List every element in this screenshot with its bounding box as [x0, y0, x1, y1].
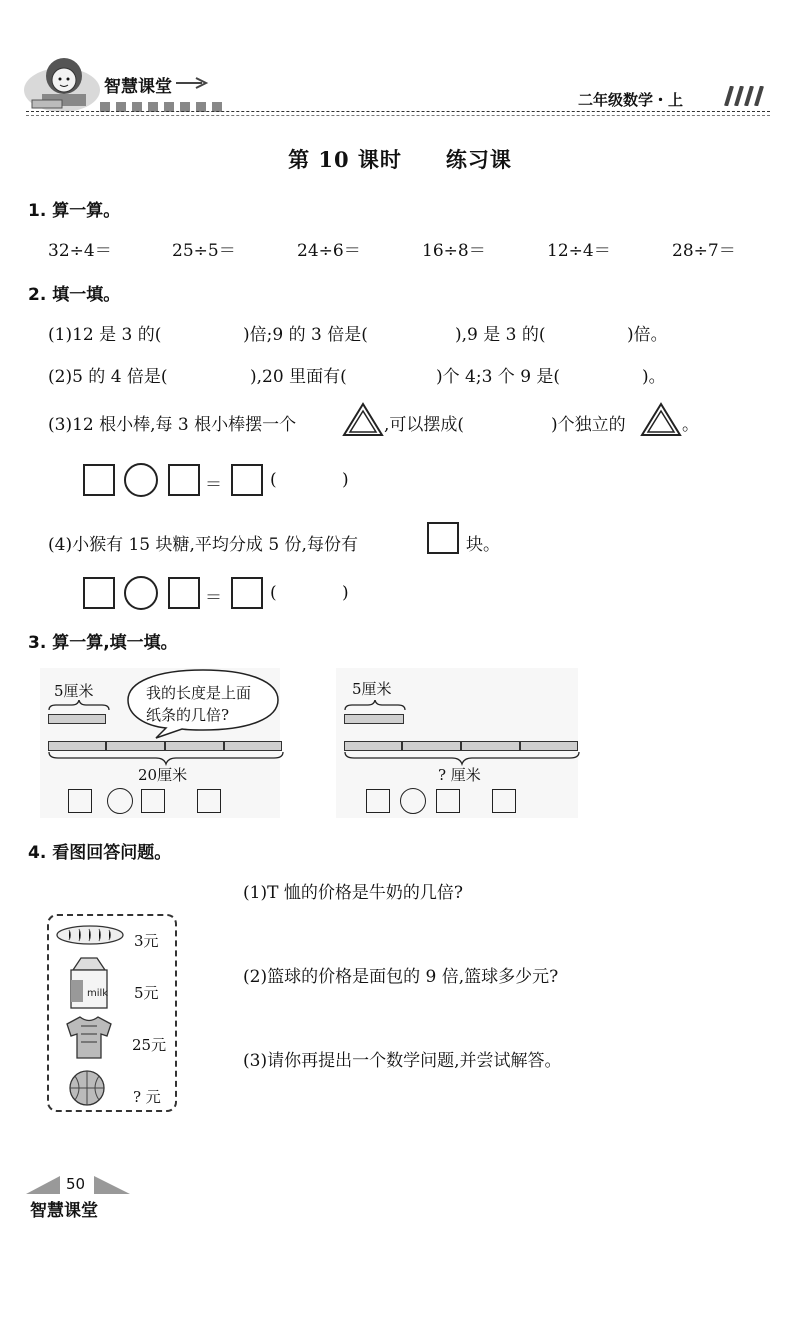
- answer-box[interactable]: [168, 577, 200, 609]
- operator-circle[interactable]: [400, 788, 426, 814]
- text: (4)小猴有 15 块糖,平均分成 5 份,每份有: [48, 535, 358, 555]
- calc-item: 32÷4＝: [48, 241, 112, 261]
- header-brand: 智慧课堂: [104, 77, 172, 97]
- strip-diagram-left: [40, 668, 280, 818]
- short-strip: [344, 714, 404, 724]
- answer-box[interactable]: [231, 464, 263, 496]
- slash-decoration-icon: [718, 86, 768, 106]
- answer-box[interactable]: [427, 522, 459, 554]
- short-strip: [48, 714, 106, 724]
- mascot-girl-icon: [22, 50, 102, 112]
- price-label: ? 元: [133, 1088, 161, 1106]
- answer-box[interactable]: [168, 464, 200, 496]
- section1-heading: 1. 算一算。: [28, 201, 121, 221]
- operator-circle[interactable]: [124, 576, 158, 610]
- equals-sign: ＝: [205, 475, 222, 495]
- price-label: 25元: [132, 1036, 167, 1054]
- bubble-text: 纸条的几倍?: [146, 706, 230, 724]
- header-rule: [26, 111, 770, 112]
- section2-heading: 2. 填一填。: [28, 285, 121, 305]
- answer-box[interactable]: [83, 464, 115, 496]
- arrow-icon: [176, 76, 212, 90]
- equals-sign: ＝: [205, 588, 222, 608]
- header-rule-2: [26, 115, 770, 116]
- text: ),20 里面有(: [250, 367, 347, 387]
- price-label: 5元: [134, 984, 159, 1002]
- footer-brand: 智慧课堂: [30, 1201, 98, 1221]
- answer-box[interactable]: [436, 789, 460, 813]
- answer-box[interactable]: [68, 789, 92, 813]
- header-decoration: [100, 97, 230, 107]
- answer-box[interactable]: [197, 789, 221, 813]
- header: [0, 0, 800, 120]
- section3-heading: 3. 算一算,填一填。: [28, 633, 178, 653]
- bubble-text: 我的长度是上面: [146, 684, 252, 702]
- long-strip-label: 20厘米: [138, 766, 188, 784]
- answer-box[interactable]: [231, 577, 263, 609]
- text: )个独立的: [551, 415, 626, 435]
- calc-item: 12÷4＝: [547, 241, 611, 261]
- question-item: (2)篮球的价格是面包的 9 倍,篮球多少元?: [243, 967, 559, 987]
- short-strip-brace: [48, 700, 110, 712]
- text: )倍;9 的 3 倍是(: [243, 325, 368, 345]
- question-item: (1)T 恤的价格是牛奶的几倍?: [243, 883, 463, 903]
- paren: ): [342, 583, 349, 603]
- footer: [26, 1172, 136, 1222]
- t-shirt-icon: [63, 1014, 115, 1060]
- paren: (: [270, 583, 277, 603]
- short-strip-label: 5厘米: [54, 682, 94, 700]
- strip-diagram-right: [336, 668, 578, 818]
- triangle-sticks-icon: [640, 402, 682, 438]
- long-strip: [48, 741, 282, 751]
- header-subject: 二年级数学・上: [578, 91, 684, 109]
- answer-box[interactable]: [141, 789, 165, 813]
- text: 。: [682, 415, 699, 435]
- price-label: 3元: [134, 932, 159, 950]
- section4-heading: 4. 看图回答问题。: [28, 843, 172, 863]
- text: )倍。: [627, 325, 668, 345]
- text: (3)12 根小棒,每 3 根小棒摆一个: [48, 415, 297, 435]
- answer-box[interactable]: [366, 789, 390, 813]
- text: (2)5 的 4 倍是(: [48, 367, 168, 387]
- paren: (: [270, 470, 277, 490]
- basketball-icon: [67, 1068, 107, 1108]
- text: (1)12 是 3 的(: [48, 325, 162, 345]
- text: ,可以摆成(: [384, 415, 465, 435]
- page-title: 第 10 课时 练习课: [288, 147, 512, 172]
- long-strip: [344, 741, 578, 751]
- short-strip-label: 5厘米: [352, 680, 392, 698]
- calc-item: 24÷6＝: [297, 241, 361, 261]
- triangle-sticks-icon: [342, 402, 384, 438]
- text: )个 4;3 个 9 是(: [436, 367, 561, 387]
- text: 块。: [466, 535, 500, 555]
- calc-item: 25÷5＝: [172, 241, 236, 261]
- operator-circle[interactable]: [124, 463, 158, 497]
- calc-item: 28÷7＝: [672, 241, 736, 261]
- price-card: [47, 914, 177, 1112]
- milk-carton-icon: [67, 954, 111, 1010]
- answer-box[interactable]: [492, 789, 516, 813]
- answer-box[interactable]: [83, 577, 115, 609]
- bread-icon: [55, 924, 125, 946]
- question-item: (3)请你再提出一个数学问题,并尝试解答。: [243, 1051, 562, 1071]
- text: ),9 是 3 的(: [455, 325, 546, 345]
- operator-circle[interactable]: [107, 788, 133, 814]
- text: )。: [642, 367, 666, 387]
- page-number: 50: [66, 1175, 86, 1193]
- short-strip-brace: [344, 700, 406, 712]
- long-strip-label: ? 厘米: [438, 766, 481, 784]
- calc-item: 16÷8＝: [422, 241, 486, 261]
- milk-carton-text: milk: [87, 988, 109, 999]
- paren: ): [342, 470, 349, 490]
